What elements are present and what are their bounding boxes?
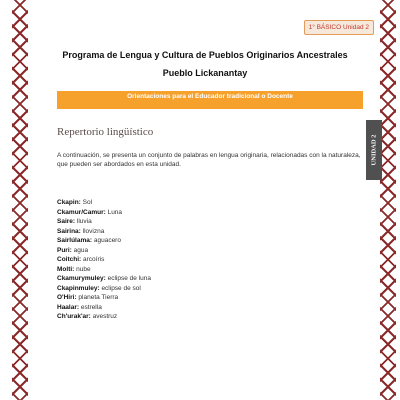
unit-side-tab: [366, 120, 382, 180]
unit-side-tab-text: UNIDAD 2: [370, 134, 378, 166]
program-title: Programa de Lengua y Cultura de Pueblos Originarios Ancestrales: [62, 50, 348, 60]
vocabulary-item: [57, 236, 151, 246]
section-title: Repertorio lingüístico: [57, 126, 154, 138]
vocabulary-meaning: lluvia: [76, 218, 92, 225]
vocabulary-item: [57, 284, 151, 294]
vocabulary-list: [57, 198, 151, 322]
section-intro: A continuación, se presenta un conjunto de palabras en lengua originaria, relacionadas con la naturaleza, que pueden ser abordados en esta unidad.: [57, 152, 361, 168]
vocabulary-item: [57, 274, 151, 284]
vocabulary-term: Saire:: [57, 218, 76, 225]
vocabulary-term: Puri:: [57, 246, 72, 254]
vocabulary-term: Sairlúlama:: [57, 237, 93, 244]
vocabulary-item: [57, 265, 151, 275]
people-title: Pueblo Lickanantay: [162, 68, 248, 78]
vocabulary-meaning: Luna: [107, 208, 123, 216]
vocabulary-term: Haalar:: [57, 303, 80, 311]
vocabulary-term: Ckamurymuley:: [57, 275, 106, 282]
vocabulary-meaning: agua: [73, 246, 89, 254]
vocabulary-meaning: eclipse de luna: [107, 275, 151, 282]
vocabulary-meaning: arcoíris: [83, 256, 105, 263]
vocabulary-item: [57, 217, 151, 227]
vocabulary-meaning: aguacero: [93, 237, 121, 244]
vocabulary-meaning: llovizna: [82, 227, 105, 235]
vocabulary-term: O'Hiri:: [57, 294, 77, 301]
vocabulary-term: Sairina:: [57, 227, 81, 235]
vocabulary-term: Molti:: [57, 265, 75, 273]
vocabulary-item: [57, 293, 151, 303]
vocabulary-item: [57, 255, 151, 265]
vocabulary-term: Ckapinmuley:: [57, 284, 100, 292]
vocabulary-item: [57, 198, 151, 208]
vocabulary-item: [57, 312, 151, 322]
decorative-border-right: [380, 0, 396, 400]
vocabulary-item: [57, 246, 151, 256]
vocabulary-term: Ckapin:: [57, 199, 81, 206]
decorative-border-left: [12, 0, 28, 400]
vocabulary-item: [57, 227, 151, 237]
orientation-banner: [57, 91, 363, 109]
vocabulary-term: Coitchi:: [57, 256, 82, 263]
vocabulary-meaning: eclipse de sol: [101, 284, 141, 292]
vocabulary-meaning: nube: [76, 265, 91, 273]
vocabulary-meaning: avestruz: [92, 313, 118, 320]
unit-label-tag: 1° BÁSICO Unidad 2: [304, 20, 374, 35]
vocabulary-item: [57, 208, 151, 218]
vocabulary-term: Ckamur/Camur:: [57, 208, 106, 216]
vocabulary-meaning: estrella: [80, 303, 102, 311]
vocabulary-item: [57, 303, 151, 313]
vocabulary-meaning: planeta Tierra: [78, 294, 119, 301]
vocabulary-term: Ch'urak'ar:: [57, 313, 91, 320]
vocabulary-meaning: Sol: [82, 199, 93, 206]
orientation-banner-text: Orientaciones para el Educador tradicional o Docente: [127, 93, 293, 100]
